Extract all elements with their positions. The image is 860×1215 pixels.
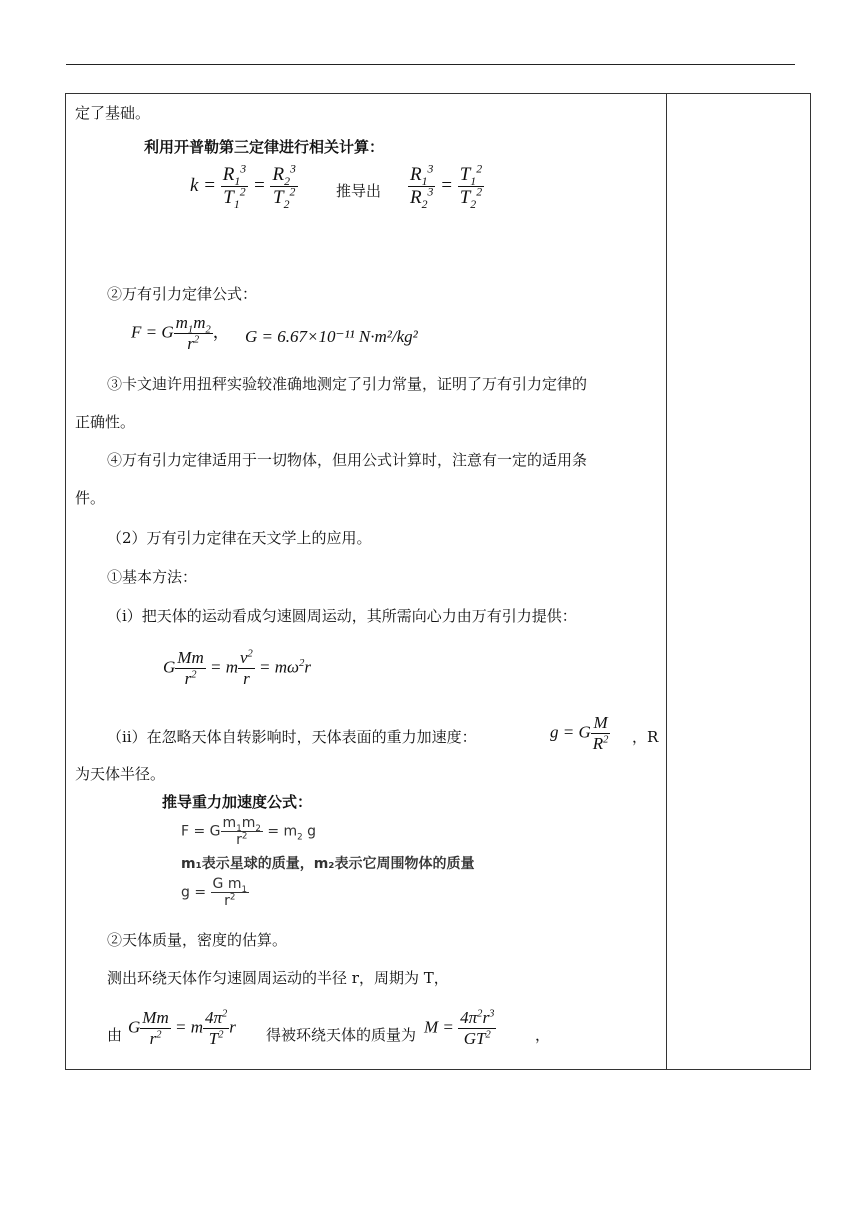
trailing-comma: ， (535, 1026, 551, 1044)
gravitational-constant: G = 6.67×10⁻¹¹ N·m²/kg² (245, 327, 418, 346)
derive-label: 推导出 (336, 182, 382, 200)
measure-line: 测出环绕天体作匀速圆周运动的半径 r，周期为 T， (107, 969, 449, 987)
method-ii-line2: 为天体半径。 (75, 765, 166, 783)
item3-line2: 正确性。 (75, 413, 136, 431)
text-line-1: 定了基础。 (75, 104, 151, 122)
centripetal-formula: G $\frac{Mm}{r^2}$ = m $\frac{v^2}{r}$ = $m\omega^2r$ (163, 648, 311, 688)
section2-heading: （2）万有引力定律在天文学上的应用。 (107, 529, 372, 547)
table-column-divider (666, 93, 667, 1070)
gravitation-formula: F = G $\frac{m_1m_2}{r^2}$ ， (131, 313, 230, 353)
item3-line1: ③卡文迪许用扭秤实验较准确地测定了引力常量，证明了万有引力定律的 (107, 375, 588, 393)
mass-result-formula: M = $\frac{4\pi^2r^3}{GT^2}$ (424, 1008, 495, 1048)
result-label: 得被环绕天体的质量为 (266, 1026, 417, 1044)
method-ii: （ii）在忽略天体自转影响时，天体表面的重力加速度： (107, 728, 477, 746)
kepler-formula-1: k = $\frac{R_1^3}{T_1^2}$ = $\frac{R_2^3}{T_2^2}$ (190, 162, 296, 211)
method-ii-tail: ，R (632, 728, 659, 746)
item4-line2: 件。 (75, 489, 106, 507)
gravity-note: m₁表示星球的质量，m₂表示它周围物体的质量 (181, 856, 475, 872)
header-rule (66, 64, 795, 65)
gravity-heading: 推导重力加速度公式： (162, 793, 313, 811)
from-label: 由 (107, 1026, 123, 1044)
item4-line1: ④万有引力定律适用于一切物体，但用公式计算时，注意有一定的适用条 (107, 451, 588, 469)
item-mass-estimation: ②天体质量，密度的估算。 (107, 931, 288, 949)
method-i: （i）把天体的运动看成匀速圆周运动，其所需向心力由万有引力提供： (107, 607, 577, 625)
mass-derivation-formula: G $\frac{Mm}{r^2}$ = m $\frac{4\pi^2}{T^2}$ r (128, 1008, 236, 1048)
gravity-derivation-line1: F = G $\frac{m_1m_2}{r^2}$ = $m_2$ g (181, 815, 317, 848)
surface-gravity-formula: g = G $\frac{M}{R^2}$ (550, 713, 609, 753)
gravity-derivation-line2: g = $\frac{G m_1}{r^2}$ (181, 876, 247, 909)
item2-title: ②万有引力定律公式： (107, 285, 258, 303)
basic-method-heading: ①基本方法： (107, 568, 198, 586)
kepler-formula-2: $\frac{R_1^3}{R_2^3}$ = $\frac{T_1^2}{T_2^2}$ (410, 162, 483, 211)
kepler-heading: 利用开普勒第三定律进行相关计算： (144, 138, 385, 156)
